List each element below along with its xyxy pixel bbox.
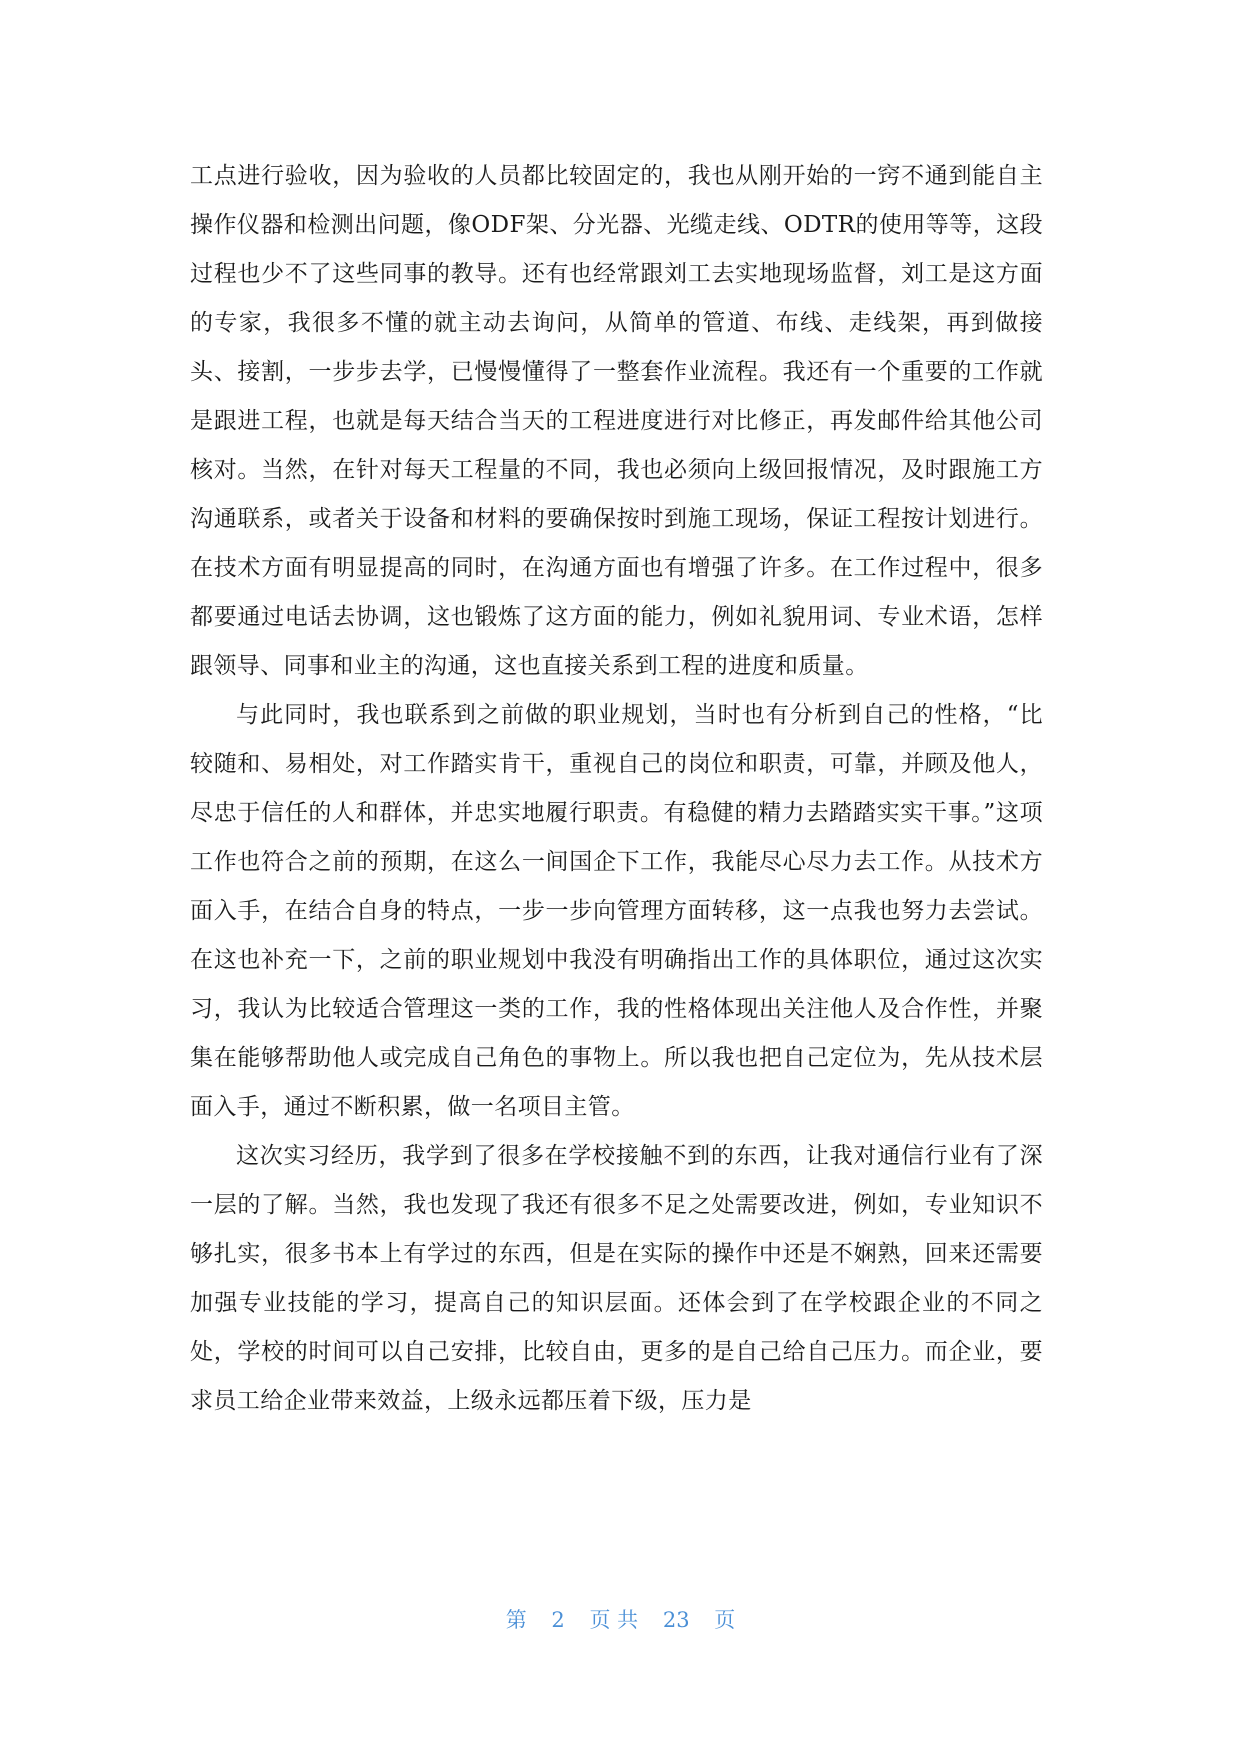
footer-label-page: 第 [505,1608,527,1632]
paragraph-1: 工点进行验收，因为验收的人员都比较固定的，我也从刚开始的一窍不通到能自主操作仪器和检测出问题，像ODF架、分光器、光缆走线、ODTR的使用等等，这段过程也少不了这些同事的教导。还有也经常跟刘工去实地现场监督，刘工是这方面的专家，我很多不懂的就主动去询问，从简单的管道、布线、走线架，再到做接头、接割，一步步去学，已慢慢懂得了一整套作业流程。我还有一个重要的工作就是跟进工程，也就是每天结合当天的工程进度进行对比修正，再发邮件给其他公司核对。当然，在针对每天工程量的不同，我也必须向上级回报情况，及时跟施工方沟通联系，或者关于设备和材料的要确保按时到施工现场，保证工程按计划进行。在技术方面有明显提高的同时，在沟通方面也有增强了许多。在工作过程中，很多都要通过电话去协调，这也锻炼了这方面的能力，例如礼貌用词、专业术语，怎样跟领导、同事和业主的沟通，这也直接关系到工程的进度和质量。 [190,163,1043,679]
footer-label-end: 页 [714,1608,736,1632]
paragraph-3: 这次实习经历，我学到了很多在学校接触不到的东西，让我对通信行业有了深一层的了解。当然，我也发现了我还有很多不足之处需要改进，例如，专业知识不够扎实，很多书本上有学过的东西，但是在实际的操作中还是不娴熟，回来还需要加强专业技能的学习，提高自己的知识层面。还体会到了在学校跟企业的不同之处，学校的时间可以自己安排，比较自由，更多的是自己给自己压力。而企业，要求员工给企业带来效益，上级永远都压着下级，压力是 [190,1143,1043,1414]
footer-label-of: 页 共 [589,1608,639,1632]
footer-current-page: 2 [551,1608,565,1632]
footer-total-pages: 23 [662,1608,690,1632]
document-body [190,152,1043,1426]
paragraph-2: 与此同时，我也联系到之前做的职业规划，当时也有分析到自己的性格，“比较随和、易相处，对工作踏实肯干，重视自己的岗位和职责，可靠，并顾及他人，尽忠于信任的人和群体，并忠实地履行职责。有稳健的精力去踏踏实实干事。”这项工作也符合之前的预期，在这么一间国企下工作，我能尽心尽力去工作。从技术方面入手，在结合自身的特点，一步一步向管理方面转移，这一点我也努力去尝试。在这也补充一下，之前的职业规划中我没有明确指出工作的具体职位，通过这次实习，我认为比较适合管理这一类的工作，我的性格体现出关注他人及合作性，并聚集在能够帮助他人或完成自己角色的事物上。所以我也把自己定位为，先从技术层面入手，通过不断积累，做一名项目主管。 [190,702,1043,1120]
page-footer [0,1604,1241,1634]
